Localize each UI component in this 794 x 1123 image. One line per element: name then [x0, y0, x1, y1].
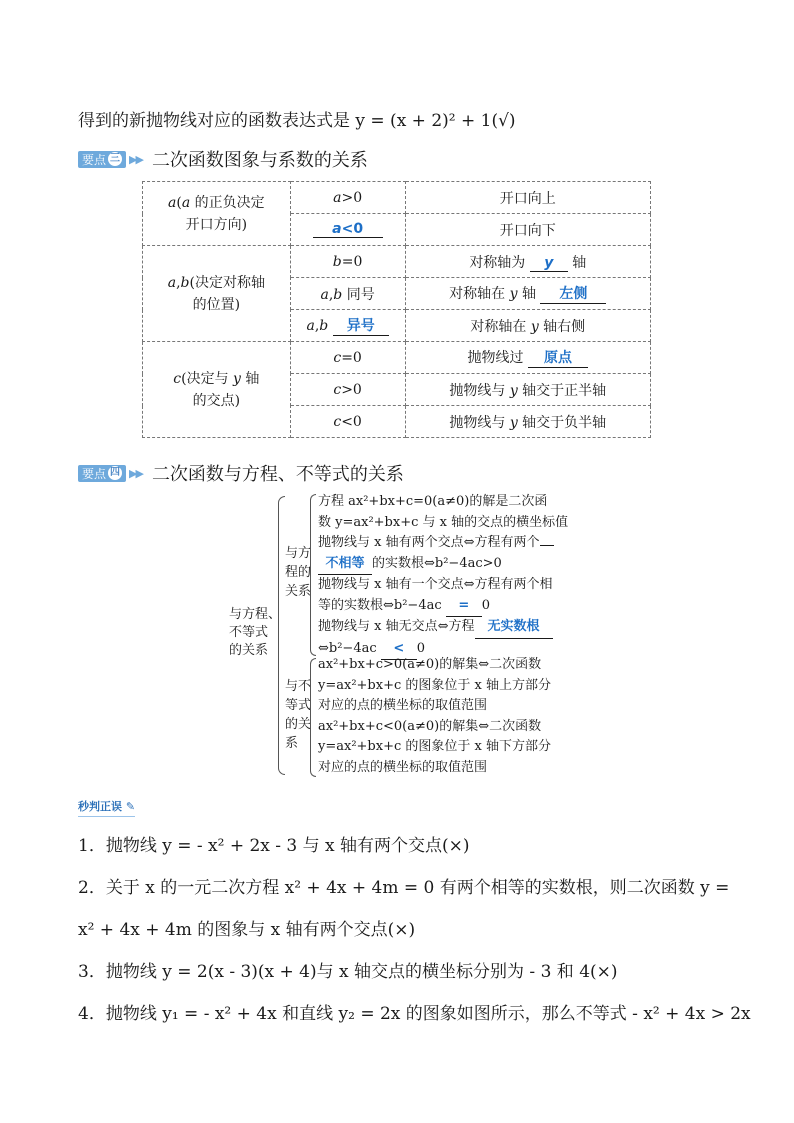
judge-tag	[78, 795, 135, 817]
cond-cell: a>0	[290, 182, 405, 214]
cond-cell: c=0	[290, 342, 405, 374]
cond-cell: c>0	[290, 374, 405, 406]
result-cell: 开口向下	[405, 214, 650, 246]
section4-badge	[78, 465, 126, 482]
result-cell: 对称轴为 y 轴	[405, 246, 650, 278]
question-2: 2．关于 x 的一元二次方程 x² + 4x + 4m = 0 有两个相等的实数根，则二次函数 y =	[78, 878, 730, 898]
question-1: 1．抛物线 y = - x² + 2x - 3 与 x 轴有两个交点(×)	[78, 836, 470, 856]
b1-line: ⇔b²−4ac < 0	[318, 639, 568, 661]
result-cell: 抛物线过 原点	[405, 342, 650, 374]
branch2-content	[318, 655, 551, 778]
cond-cell: a,b 同号	[290, 278, 405, 310]
section3-title: 二次函数图象与系数的关系	[151, 150, 368, 171]
question-2-cont: x² + 4x + 4m 的图象与 x 轴有两个交点(×)	[78, 920, 416, 940]
group-c-cell: c(决定与 y 轴 的交点)	[143, 342, 291, 438]
root-brace	[278, 496, 285, 775]
b1-line: 抛物线与 x 轴无交点⇔方程 无实数根	[318, 617, 568, 639]
double-arrow-icon: ▶▶	[129, 466, 142, 480]
pencil-icon: ✎	[125, 800, 136, 813]
judge-tag-text: 秒判正误	[78, 800, 122, 813]
b2-line: 对应的点的横坐标的取值范围	[318, 698, 488, 713]
result-cell: 对称轴在 y 轴 左侧	[405, 278, 650, 310]
question-3: 3．抛物线 y = 2(x - 3)(x + 4)与 x 轴交点的横坐标分别为 - 3 和 4(×)	[78, 962, 618, 982]
tree-branch1: 与方 程的 关系	[285, 546, 312, 599]
table-row	[143, 342, 651, 374]
section4-heading	[78, 460, 404, 486]
tree-root: 与方程、 不等式 的关系	[229, 607, 282, 658]
group-b-cell: a,b(决定对称轴 的位置)	[143, 246, 291, 342]
result-cell: 开口向上	[405, 182, 650, 214]
b1-line: 不相等 的实数根⇔b²−4ac>0	[318, 554, 568, 576]
cond-cell: c<0	[290, 406, 405, 438]
b2-line: 对应的点的横坐标的取值范围	[318, 759, 488, 775]
b2-line: y=ax²+bx+c 的图象位于 x 轴上方部分	[318, 677, 551, 693]
answer-left: 左侧	[559, 286, 588, 302]
b1-line: 抛物线与 x 轴有一个交点⇔方程有两个相	[318, 577, 553, 592]
result-cell: 对称轴在 y 轴右侧	[405, 310, 650, 342]
section3-badge-text: 要点	[82, 152, 107, 167]
section3-heading	[78, 146, 368, 172]
result-cell: 抛物线与 y 轴交于负半轴	[405, 406, 650, 438]
table-row	[143, 182, 651, 214]
top-line-formula: y = (x + 2)² + 1(√)	[355, 111, 516, 131]
branch1-brace	[310, 494, 316, 656]
tree-branch2: 与不 等式 的关 系	[285, 679, 312, 751]
b2-line: ax²+bx+c<0(a≠0)的解集⇔二次函数	[318, 718, 542, 734]
branch1-content	[318, 492, 568, 660]
result-cell: 抛物线与 y 轴交于正半轴	[405, 374, 650, 406]
question-4: 4．抛物线 y₁ = - x² + 4x 和直线 y₂ = 2x 的图象如图所示，那么不等式 - x² + 4x > 2x	[78, 1004, 751, 1024]
answer-origin: 原点	[544, 350, 572, 366]
b1-line: 抛物线与 x 轴有两个交点⇔方程有两个	[318, 533, 568, 554]
table-row	[143, 246, 651, 278]
b2-line: y=ax²+bx+c 的图象位于 x 轴下方部分	[318, 739, 551, 754]
cond-cell: a,b 异号	[290, 310, 405, 342]
branch2-brace	[310, 658, 316, 777]
section3-badge	[78, 151, 126, 168]
double-arrow-icon: ▶▶	[129, 152, 142, 166]
top-line-text: 得到的新抛物线对应的函数表达式是	[78, 111, 350, 131]
section4-title: 二次函数与方程、不等式的关系	[151, 464, 404, 485]
section3-badge-num: 三	[110, 153, 121, 164]
section4-badge-num: 四	[110, 467, 121, 478]
b2-line: ax²+bx+c>0(a≠0)的解集⇔二次函数	[318, 657, 542, 672]
b1-line: 方程 ax²+bx+c=0(a≠0)的解是二次函	[318, 494, 548, 509]
coefficient-table	[142, 181, 651, 438]
top-line	[78, 106, 516, 131]
cond-cell: a<0	[290, 214, 405, 246]
section4-badge-text: 要点	[82, 466, 107, 481]
b1-line: 数 y=ax²+bx+c 与 x 轴的交点的横坐标值	[318, 514, 569, 530]
group-a-cell: a(a 的正负决定 开口方向)	[143, 182, 291, 246]
cond-cell: b=0	[290, 246, 405, 278]
b1-line: 等的实数根⇔b²−4ac = 0	[318, 596, 568, 618]
answer-diff-sign: 异号	[346, 318, 375, 334]
